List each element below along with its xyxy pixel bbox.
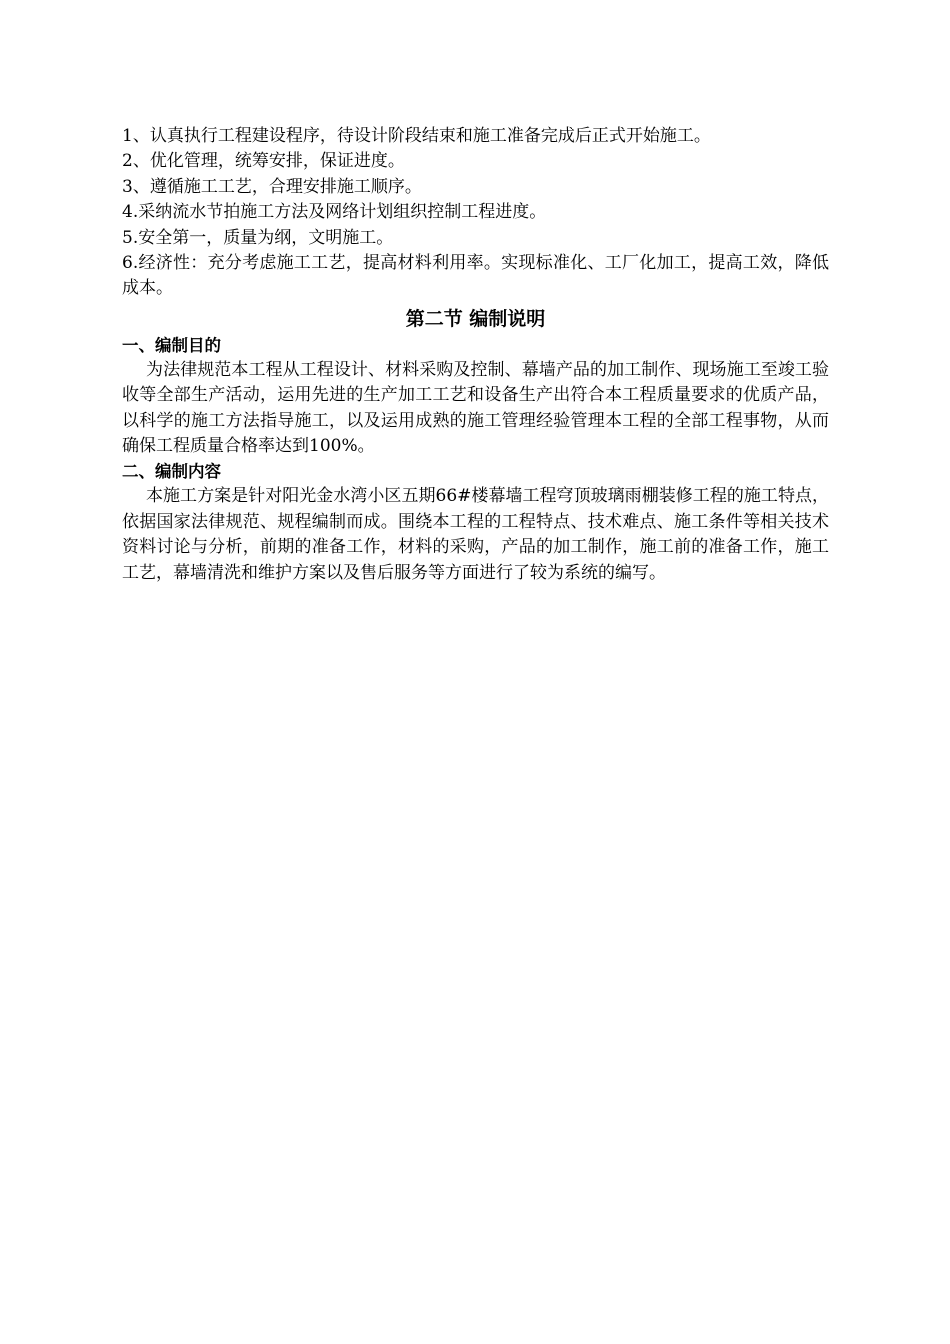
- list-item-1: 1、认真执行工程建设程序，待设计阶段结束和施工准备完成后正式开始施工。: [122, 126, 711, 146]
- list-item-3: 3、遵循施工工艺，合理安排施工顺序。: [122, 176, 422, 197]
- list-item-2: 2、优化管理，统筹安排，保证进度。: [122, 151, 405, 172]
- list-item-5: 5.安全第一，质量为纲，文明施工。: [122, 227, 394, 248]
- section-title: 第二节 编制说明: [405, 307, 546, 330]
- purpose-paragraph: 为法律规范本工程从工程设计、材料采购及控制、幕墙产品的加工制作、现场施工至竣工验收等全部生产活动，运用先进的生产加工工艺和设备生产出符合本工程质量要求的优质产品，以科学的施工方法指导施工，以及运用成熟的施工管理经验管理本工程的全部工程事物，从而确保工程质量合格率达到100%。: [122, 359, 829, 457]
- content-heading: 二、编制内容: [122, 462, 221, 482]
- purpose-heading: 一、编制目的: [122, 335, 221, 355]
- list-item-4: 4.采纳流水节拍施工方法及网络计划组织控制工程进度。: [122, 202, 547, 223]
- list-item-6: 6.经济性：充分考虑施工工艺，提高材料利用率。实现标准化、工厂化加工，提高工效，降低成本。: [122, 253, 829, 299]
- content-paragraph: 本施工方案是针对阳光金水湾小区五期66#楼幕墙工程穹顶玻璃雨棚装修工程的施工特点，依据国家法律规范、规程编制而成。围绕本工程的工程特点、技术难点、施工条件等相关技术资料讨论与分析，前期的准备工作，材料的采购，产品的加工制作，施工前的准备工作，施工工艺，幕墙清洗和维护方案以及售后服务等方面进行了较为系统的编写。: [122, 486, 829, 583]
- page-content: [122, 124, 829, 586]
